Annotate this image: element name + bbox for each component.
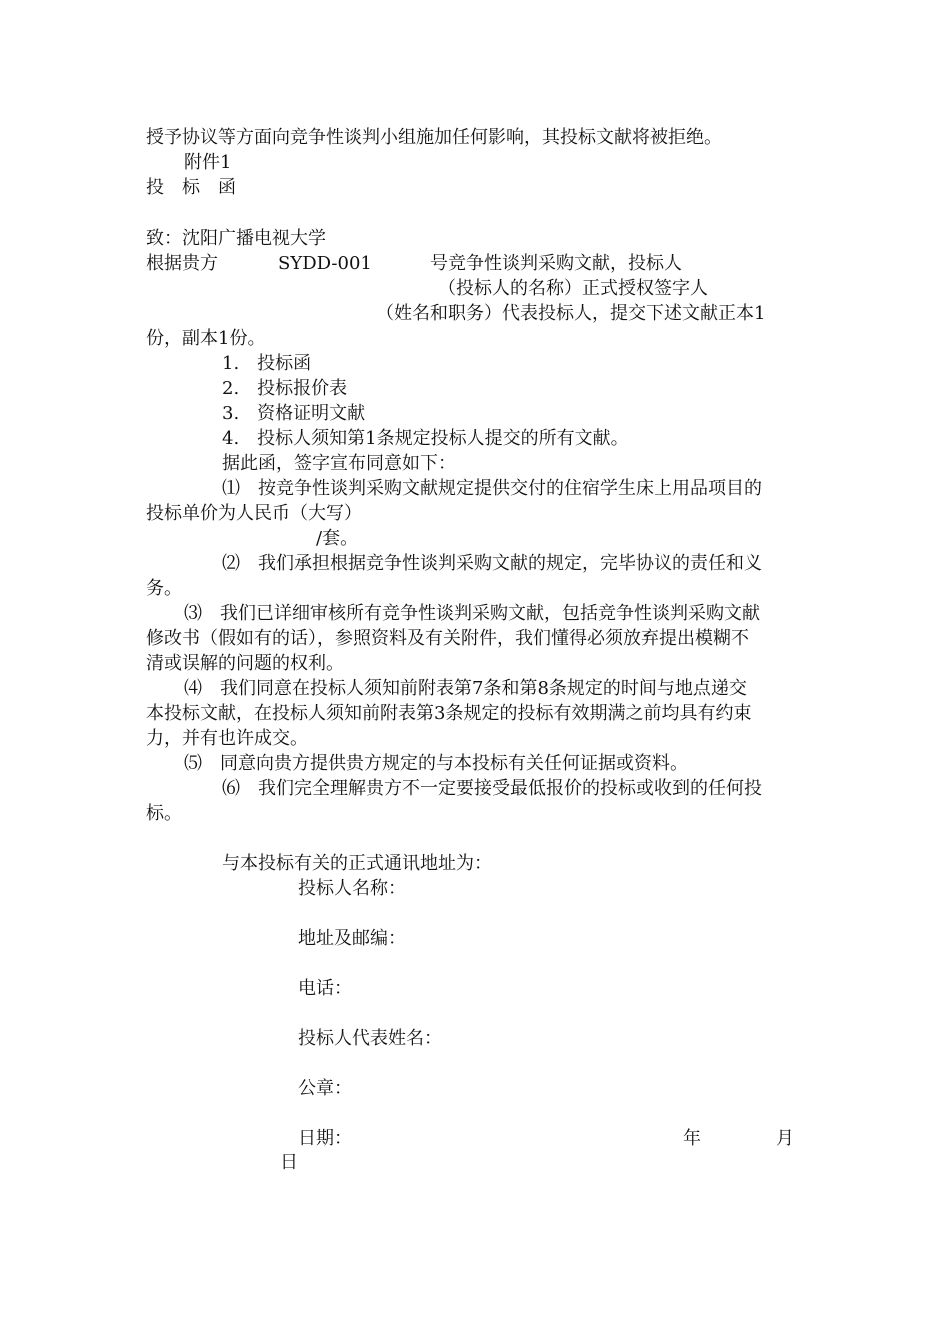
clause-3-line-2: 修改书（假如有的话），参照资料及有关附件，我们懂得必须放弃提出模糊不 [146,628,749,649]
bidder-name-label: 投标人名称： [298,878,406,899]
agree-line: 据此函，签字宣布同意如下： [222,453,456,474]
phone-label: 电话： [298,978,352,999]
basis-code: SYDD-001 [278,253,372,274]
date-row [298,1127,794,1151]
signer-line: （投标人的名称）正式授权签字人 [438,278,708,299]
address-heading: 与本投标有关的正式通讯地址为： [222,853,492,874]
clause-5-line-1: ⑸ 同意向贵方提供贵方规定的与本投标有关任何证据或资料。 [184,753,688,774]
basis-suffix: 号竞争性谈判采购文献，投标人 [430,253,682,274]
year-label: 年 [683,1128,701,1149]
clause-3-line-1: ⑶ 我们已详细审核所有竞争性谈判采购文献，包括竞争性谈判采购文献 [184,603,760,624]
clause-2-line-2: 务。 [146,578,182,599]
clause-6-line-1: ⑹ 我们完全理解贵方不一定要接受最低报价的投标或收到的任何投 [222,778,762,799]
address-label: 地址及邮编： [298,928,406,949]
seal-label: 公章： [298,1078,352,1099]
list-item: 1. 投标函 [222,353,312,374]
attachment-label: 附件1 [184,152,232,173]
month-label: 月 [776,1128,794,1149]
day-label: 日 [280,1152,298,1173]
clause-4-line-2: 本投标文献，在投标人须知前附表第3条规定的投标有效期满之前均具有约束 [146,703,752,724]
representative-line: （姓名和职务）代表投标人，提交下述文献正本1 [376,303,766,324]
list-item: 2. 投标报价表 [222,378,348,399]
clause-6-line-2: 标。 [146,803,182,824]
addressee-line: 致：沈阳广播电视大学 [146,228,326,249]
clause-2-line-1: ⑵ 我们承担根据竞争性谈判采购文献的规定，完毕协议的责任和义 [222,553,762,574]
intro-line: 授予协议等方面向竞争性谈判小组施加任何影响，其投标文献将被拒绝。 [146,127,722,148]
basis-prefix: 根据贵方 [146,253,218,274]
list-item: 4. 投标人须知第1条规定投标人提交的所有文献。 [222,428,629,449]
representative-name-label: 投标人代表姓名： [298,1028,442,1049]
copies-line: 份，副本1份。 [146,328,266,349]
list-item: 3. 资格证明文献 [222,403,366,424]
clause-4-line-3: 力，并有也许成交。 [146,728,308,749]
clause-3-line-3: 清或误解的问题的权利。 [146,653,344,674]
clause-1-line-3: /套。 [316,528,359,549]
clause-1-line-2: 投标单价为人民币（大写） [146,503,362,524]
clause-1-line-1: ⑴ 按竞争性谈判采购文献规定提供交付的住宿学生床上用品项目的 [222,478,762,499]
document-title: 投 标 函 [146,177,236,198]
date-label: 日期： [298,1128,352,1149]
clause-4-line-1: ⑷ 我们同意在投标人须知前附表第7条和第8条规定的时间与地点递交 [184,678,747,699]
